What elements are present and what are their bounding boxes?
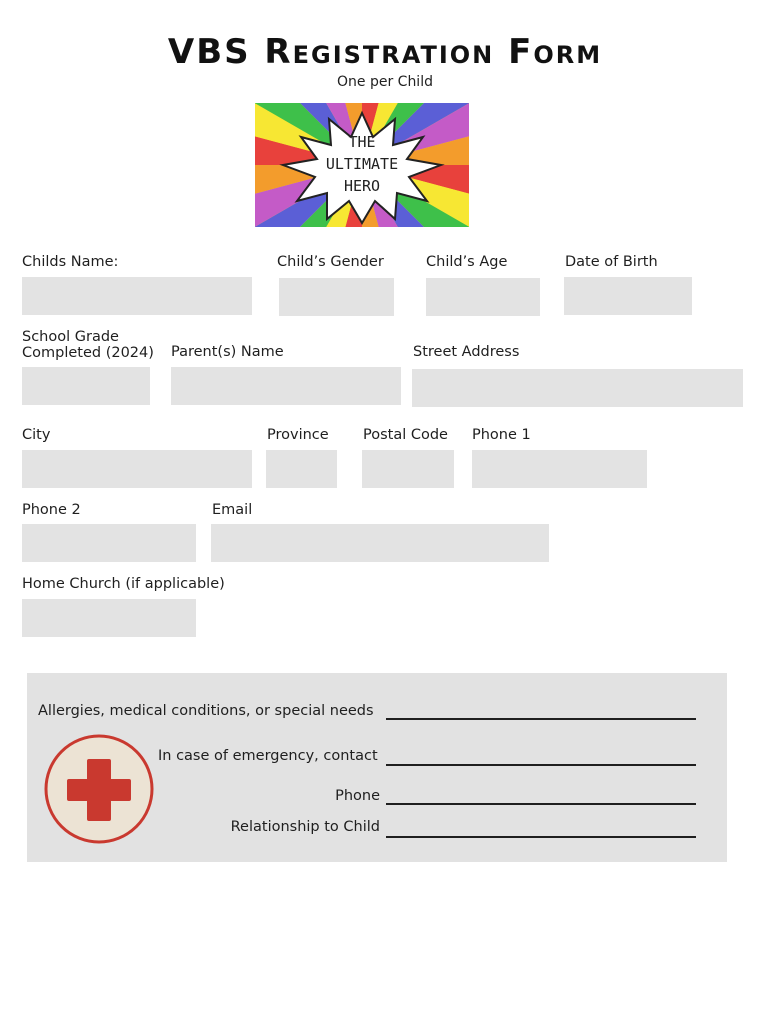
hero-banner — [255, 103, 469, 227]
banner-line-1: THE — [348, 133, 376, 151]
emergency-contact-line[interactable] — [386, 764, 696, 766]
relationship-line[interactable] — [386, 836, 696, 838]
school-grade-label: School Grade Completed (2024) — [22, 329, 154, 361]
starburst-banner-graphic — [255, 103, 469, 227]
allergies-label: Allergies, medical conditions, or special needs — [38, 703, 374, 719]
phone1-input[interactable] — [472, 450, 647, 488]
date-of-birth-input[interactable] — [564, 277, 692, 315]
phone1-label: Phone 1 — [472, 427, 531, 443]
street-address-input[interactable] — [412, 369, 743, 407]
child-age-label: Child’s Age — [426, 254, 508, 270]
child-name-input[interactable] — [22, 277, 252, 315]
postal-code-input[interactable] — [362, 450, 454, 488]
relationship-label: Relationship to Child — [230, 819, 380, 835]
banner-line-3: HERO — [343, 177, 381, 195]
school-grade-input[interactable] — [22, 367, 150, 405]
province-label: Province — [267, 427, 329, 443]
home-church-input[interactable] — [22, 599, 196, 637]
child-name-label: Childs Name: — [22, 254, 119, 270]
parent-name-label: Parent(s) Name — [171, 344, 284, 360]
postal-code-label: Postal Code — [363, 427, 448, 443]
form-subtitle: One per Child — [337, 74, 433, 90]
child-gender-label: Child’s Gender — [277, 254, 384, 270]
child-age-input[interactable] — [426, 278, 540, 316]
date-of-birth-label: Date of Birth — [565, 254, 658, 270]
allergies-line[interactable] — [386, 718, 696, 720]
home-church-label: Home Church (if applicable) — [22, 576, 225, 592]
phone2-input[interactable] — [22, 524, 196, 562]
province-input[interactable] — [266, 450, 337, 488]
parent-name-input[interactable] — [171, 367, 401, 405]
banner-line-2: ULTIMATE — [325, 155, 399, 173]
email-input[interactable] — [211, 524, 549, 562]
city-input[interactable] — [22, 450, 252, 488]
medical-cross-icon — [43, 733, 155, 845]
email-label: Email — [212, 502, 253, 518]
form-title: VBS Registration Form — [167, 32, 603, 72]
child-gender-input[interactable] — [279, 278, 394, 316]
phone2-label: Phone 2 — [22, 502, 81, 518]
city-label: City — [22, 427, 51, 443]
emergency-phone-label: Phone — [335, 788, 380, 804]
emergency-phone-line[interactable] — [386, 803, 696, 805]
emergency-contact-label: In case of emergency, contact — [158, 748, 378, 764]
street-address-label: Street Address — [413, 344, 520, 360]
